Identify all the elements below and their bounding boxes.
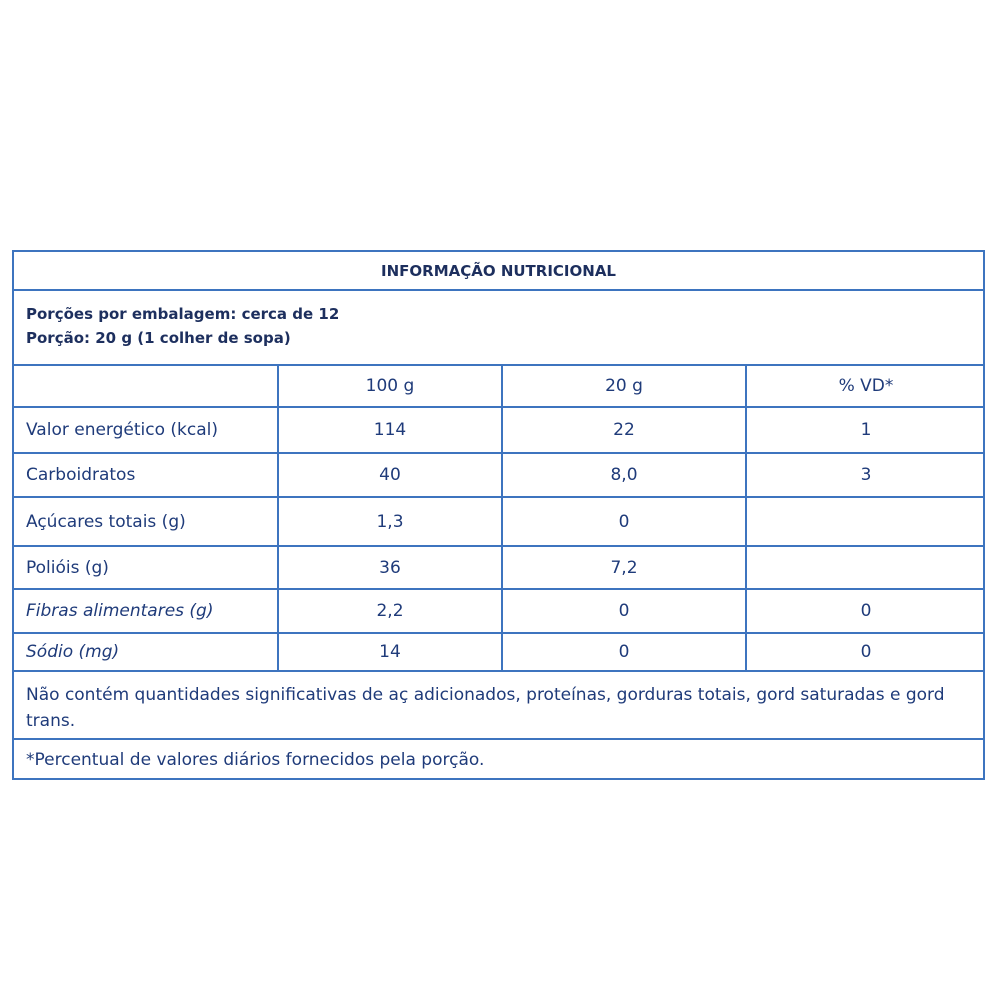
table-cell: 36 (379, 557, 401, 578)
table-row-label: Valor energético (kcal) (26, 420, 219, 440)
table-row-label: Açúcares totais (g) (26, 511, 186, 532)
portion-info (26, 302, 339, 350)
table-row-label: Polióis (g) (26, 557, 109, 578)
header-vd: % VD* (838, 376, 894, 396)
table-cell: 0 (618, 601, 630, 621)
table-cell: 0 (618, 642, 630, 662)
portion-size: Porção: 20 g (1 colher de sopa) (26, 329, 291, 347)
table-cell: 1 (860, 420, 872, 440)
header-100g: 100 g (365, 376, 415, 396)
divider (14, 289, 983, 291)
table-cell: 114 (373, 420, 407, 440)
nutrition-table (12, 250, 985, 780)
table-cell: 22 (613, 420, 635, 440)
absence-note: Não contém quantidades significativas de aç adicionados, proteínas, gorduras totais, gord saturadas e gord trans. (26, 685, 945, 731)
table-cell: 40 (379, 465, 401, 485)
table-row-label: Carboidratos (26, 465, 136, 485)
footnote: *Percentual de valores diários fornecidos pela porção. (26, 750, 485, 770)
table-cell: 2,2 (376, 601, 404, 621)
table-row-label: Sódio (mg) (26, 642, 120, 662)
table-cell (747, 498, 985, 545)
table-cell: 1,3 (376, 511, 404, 532)
table-cell: 0 (618, 511, 630, 532)
table-title: INFORMAÇÃO NUTRICIONAL (381, 261, 616, 280)
divider (14, 738, 983, 740)
table-cell: 8,0 (610, 465, 638, 485)
table-cell: 0 (860, 601, 872, 621)
table-row-label: Fibras alimentares (g) (26, 601, 214, 621)
header-20g: 20 g (605, 376, 643, 396)
table-cell: 3 (860, 465, 872, 485)
divider (14, 670, 983, 672)
table-cell: 7,2 (610, 557, 638, 578)
table-cell: 14 (379, 642, 401, 662)
portions-per-package: Porções por embalagem: cerca de 12 (26, 305, 340, 323)
table-cell (747, 547, 985, 588)
table-cell: 0 (860, 642, 872, 662)
